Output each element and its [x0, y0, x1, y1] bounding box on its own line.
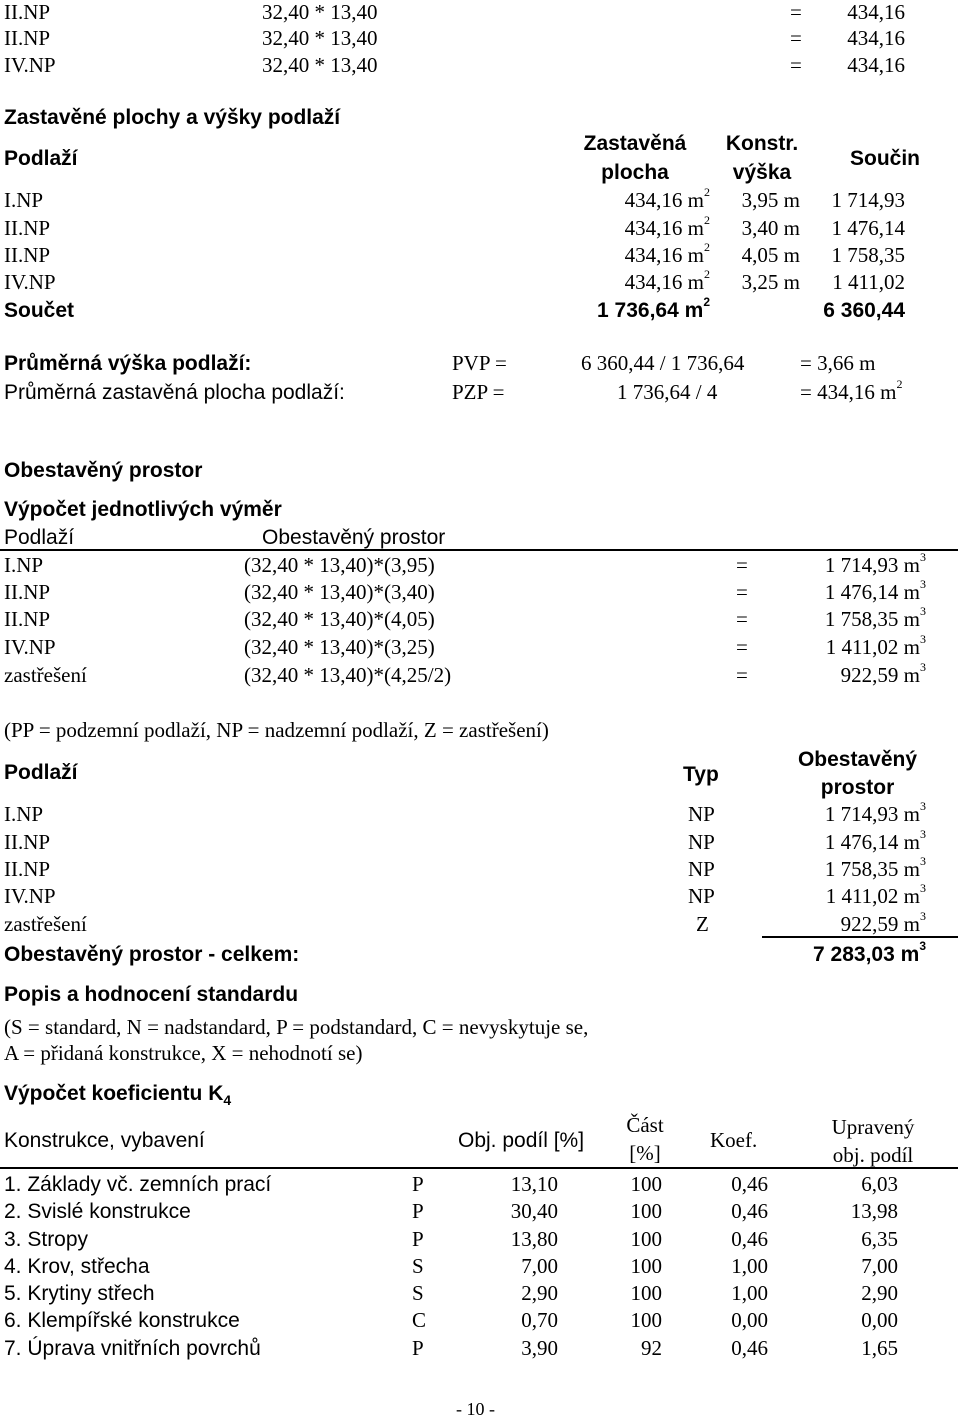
pzp-label: Průměrná zastavěná plocha podlaží:	[4, 381, 345, 404]
table-row-formula: (32,40 * 13,40)*(4,25/2)	[244, 663, 452, 687]
top-row-value: 434,16	[847, 0, 905, 24]
col-header-product: Součin	[849, 147, 920, 170]
col-header-volume: Obestavěný prostor	[262, 526, 446, 549]
table-row-part: 100	[630, 1254, 662, 1278]
table-row-type: NP	[688, 884, 715, 908]
table-row-floor: zastřešení	[4, 663, 87, 687]
table-row-coef: 0,46	[731, 1172, 768, 1196]
table-row-value: 1 758,35 $m^3$	[824, 604, 926, 631]
standard-line: (S = standard, N = nadstandard, P = podstandard, C = nevyskytuje se,	[4, 1015, 589, 1039]
table-row-value: 1 714,93 $m^3$	[824, 799, 926, 826]
pzp-abbr: PZP =	[452, 380, 505, 404]
table-row-value: 1 476,14 $m^3$	[824, 827, 926, 854]
top-row-eq: =	[790, 0, 802, 24]
table-row-std: S	[412, 1254, 424, 1278]
table-row-std: S	[412, 1281, 424, 1305]
table-row-share: 13,10	[510, 1172, 558, 1196]
table-row-area: 434,16 $m^2$	[624, 213, 710, 240]
table-row-adjusted: 6,03	[861, 1172, 898, 1196]
table-row-part: 100	[630, 1281, 662, 1305]
table-row-coef: 0,46	[731, 1199, 768, 1223]
table-row-floor: II.NP	[4, 857, 51, 881]
sum-label: Součet	[4, 299, 75, 322]
table-row-value: 922,59 $m^3$	[840, 909, 926, 936]
table-row-formula: (32,40 * 13,40)*(3,40)	[244, 580, 435, 604]
divider	[0, 549, 958, 551]
table-row-name: 5. Krytiny střech	[4, 1282, 155, 1305]
total-label: Obestavěný prostor - celkem:	[4, 943, 300, 966]
table-row-height: 4,05 m	[741, 243, 800, 267]
table-row-value: 922,59 $m^3$	[840, 660, 926, 687]
col-header-volume: Obestavěný	[797, 748, 918, 771]
table-row-product: 1 758,35	[831, 243, 905, 267]
col-header-share: Obj. podíl [%]	[458, 1129, 585, 1152]
total-divider	[762, 936, 958, 938]
table-row-share: 7,00	[521, 1254, 558, 1278]
top-row-value: 434,16	[847, 26, 905, 50]
table-row-product: 1 714,93	[831, 188, 905, 212]
table-row-name: 2. Svislé konstrukce	[4, 1200, 191, 1223]
legend-note: (PP = podzemní podlaží, NP = nadzemní podlaží, Z = zastřešení)	[4, 718, 549, 742]
col-header-coef: Koef.	[710, 1128, 758, 1152]
table-row-eq: =	[736, 607, 748, 631]
table-row-floor: II.NP	[4, 607, 51, 631]
col-header-part: Část	[626, 1113, 664, 1137]
table-row-share: 0,70	[521, 1308, 558, 1332]
table-row-value: 1 714,93 $m^3$	[824, 550, 926, 577]
table-row-formula: (32,40 * 13,40)*(4,05)	[244, 607, 435, 631]
table-row-share: 3,90	[521, 1336, 558, 1360]
table-row-adjusted: 0,00	[861, 1308, 898, 1332]
total-value: 7 283,03 $m^3$	[813, 939, 926, 966]
table-row-name: 3. Stropy	[4, 1228, 89, 1251]
top-row-floor: II.NP	[4, 0, 51, 24]
table-row-formula: (32,40 * 13,40)*(3,25)	[244, 635, 435, 659]
table-row-value: 1 411,02 $m^3$	[825, 881, 926, 908]
table-row-share: 2,90	[521, 1281, 558, 1305]
table-row-adjusted: 2,90	[861, 1281, 898, 1305]
table-row-adjusted: 6,35	[861, 1227, 898, 1251]
col-header-construction: Konstrukce, vybavení	[4, 1129, 205, 1152]
table-row-name: 4. Krov, střecha	[4, 1255, 150, 1278]
table-row-value: 1 476,14 $m^3$	[824, 577, 926, 604]
table-row-std: P	[412, 1172, 424, 1196]
table-row-type: Z	[696, 912, 709, 936]
table-row-floor: II.NP	[4, 830, 51, 854]
table-row-area: 434,16 $m^2$	[624, 267, 710, 294]
table-row-floor: I.NP	[4, 188, 44, 212]
pvp-label: Průměrná výška podlaží:	[4, 352, 252, 375]
table-row-std: P	[412, 1227, 424, 1251]
divider	[0, 1167, 958, 1169]
pvp-result: = 3,66 m	[800, 351, 876, 375]
table-row-area: 434,16 $m^2$	[624, 240, 710, 267]
col-header-volume-2: prostor	[820, 776, 895, 799]
table-row-std: C	[412, 1308, 427, 1332]
top-row-formula: 32,40 * 13,40	[262, 26, 378, 50]
table-row-type: NP	[688, 857, 715, 881]
section-subtitle: Výpočet jednotlivých výměr	[4, 498, 282, 521]
table-row-floor: I.NP	[4, 802, 44, 826]
table-row-part: 92	[641, 1336, 662, 1360]
table-row-share: 13,80	[510, 1227, 558, 1251]
top-row-value: 434,16	[847, 53, 905, 77]
col-header-adjusted-2: obj. podíl	[832, 1143, 914, 1167]
section-title: Obestavěný prostor	[4, 459, 203, 482]
sum-area: 1 736,64 $m^2$	[597, 295, 710, 322]
table-row-coef: 0,46	[731, 1336, 768, 1360]
top-row-formula: 32,40 * 13,40	[262, 53, 378, 77]
table-row-coef: 0,00	[731, 1308, 768, 1332]
table-row-std: P	[412, 1199, 424, 1223]
col-header-floor: Podlaží	[4, 147, 78, 170]
table-row-floor: II.NP	[4, 216, 51, 240]
table-row-product: 1 476,14	[831, 216, 905, 240]
section-title: Popis a hodnocení standardu	[4, 983, 299, 1006]
table-row-eq: =	[736, 635, 748, 659]
page-number: - 10 -	[456, 1399, 495, 1419]
table-row-type: NP	[688, 830, 715, 854]
col-header-area: Zastavěná	[583, 132, 687, 155]
table-row-name: 1. Základy vč. zemních prací	[4, 1173, 272, 1196]
table-row-floor: II.NP	[4, 243, 51, 267]
col-header-height-2: výška	[732, 161, 792, 184]
table-row-floor: II.NP	[4, 580, 51, 604]
table-row-floor: IV.NP	[4, 884, 56, 908]
sum-product: 6 360,44	[823, 299, 905, 322]
table-row-formula: (32,40 * 13,40)*(3,95)	[244, 553, 435, 577]
table-row-floor: IV.NP	[4, 635, 56, 659]
table-row-floor: IV.NP	[4, 270, 56, 294]
table-row-adjusted: 13,98	[850, 1199, 898, 1223]
col-header-floor: Podlaží	[4, 761, 78, 784]
top-row-eq: =	[790, 26, 802, 50]
col-header-type: Typ	[683, 763, 719, 786]
table-row-floor: zastřešení	[4, 912, 87, 936]
table-row-area: 434,16 $m^2$	[624, 185, 710, 212]
table-row-eq: =	[736, 663, 748, 687]
table-row-height: 3,40 m	[741, 216, 800, 240]
table-row-std: P	[412, 1336, 424, 1360]
table-row-name: 6. Klempířské konstrukce	[4, 1309, 240, 1332]
top-row-floor: II.NP	[4, 26, 51, 50]
table-row-adjusted: 7,00	[861, 1254, 898, 1278]
table-row-type: NP	[688, 802, 715, 826]
table-row-part: 100	[630, 1172, 662, 1196]
table-row-part: 100	[630, 1227, 662, 1251]
section-title: Výpočet koeficientu $K_4$	[4, 1082, 232, 1109]
table-row-eq: =	[736, 553, 748, 577]
table-row-coef: 1,00	[731, 1281, 768, 1305]
table-row-part: 100	[630, 1199, 662, 1223]
top-row-eq: =	[790, 53, 802, 77]
pzp-calc: 1 736,64 / 4	[617, 380, 718, 404]
pvp-abbr: PVP =	[452, 351, 507, 375]
table-row-product: 1 411,02	[832, 270, 905, 294]
table-row-coef: 1,00	[731, 1254, 768, 1278]
table-row-height: 3,95 m	[741, 188, 800, 212]
table-row-name: 7. Úprava vnitřních povrchů	[4, 1337, 261, 1360]
table-row-value: 1 411,02 $m^3$	[825, 632, 926, 659]
top-row-formula: 32,40 * 13,40	[262, 0, 378, 24]
col-header-adjusted: Upravený	[831, 1115, 915, 1139]
col-header-part-2: [%]	[629, 1141, 661, 1165]
section-title: Zastavěné plochy a výšky podlaží	[4, 106, 341, 129]
col-header-height: Konstr.	[725, 132, 799, 155]
table-row-part: 100	[630, 1308, 662, 1332]
table-row-share: 30,40	[510, 1199, 558, 1223]
pzp-result: = 434,16 $m^2$	[800, 377, 903, 404]
table-row-floor: I.NP	[4, 553, 44, 577]
table-row-height: 3,25 m	[741, 270, 800, 294]
table-row-adjusted: 1,65	[861, 1336, 898, 1360]
top-row-floor: IV.NP	[4, 53, 56, 77]
table-row-eq: =	[736, 580, 748, 604]
col-header-area-2: plocha	[601, 161, 669, 184]
standard-line: A = přidaná konstrukce, X = nehodnotí se)	[4, 1041, 363, 1065]
table-row-coef: 0,46	[731, 1227, 768, 1251]
col-header-floor: Podlaží	[4, 526, 75, 549]
table-row-value: 1 758,35 $m^3$	[824, 854, 926, 881]
pvp-calc: 6 360,44 / 1 736,64	[581, 351, 745, 375]
